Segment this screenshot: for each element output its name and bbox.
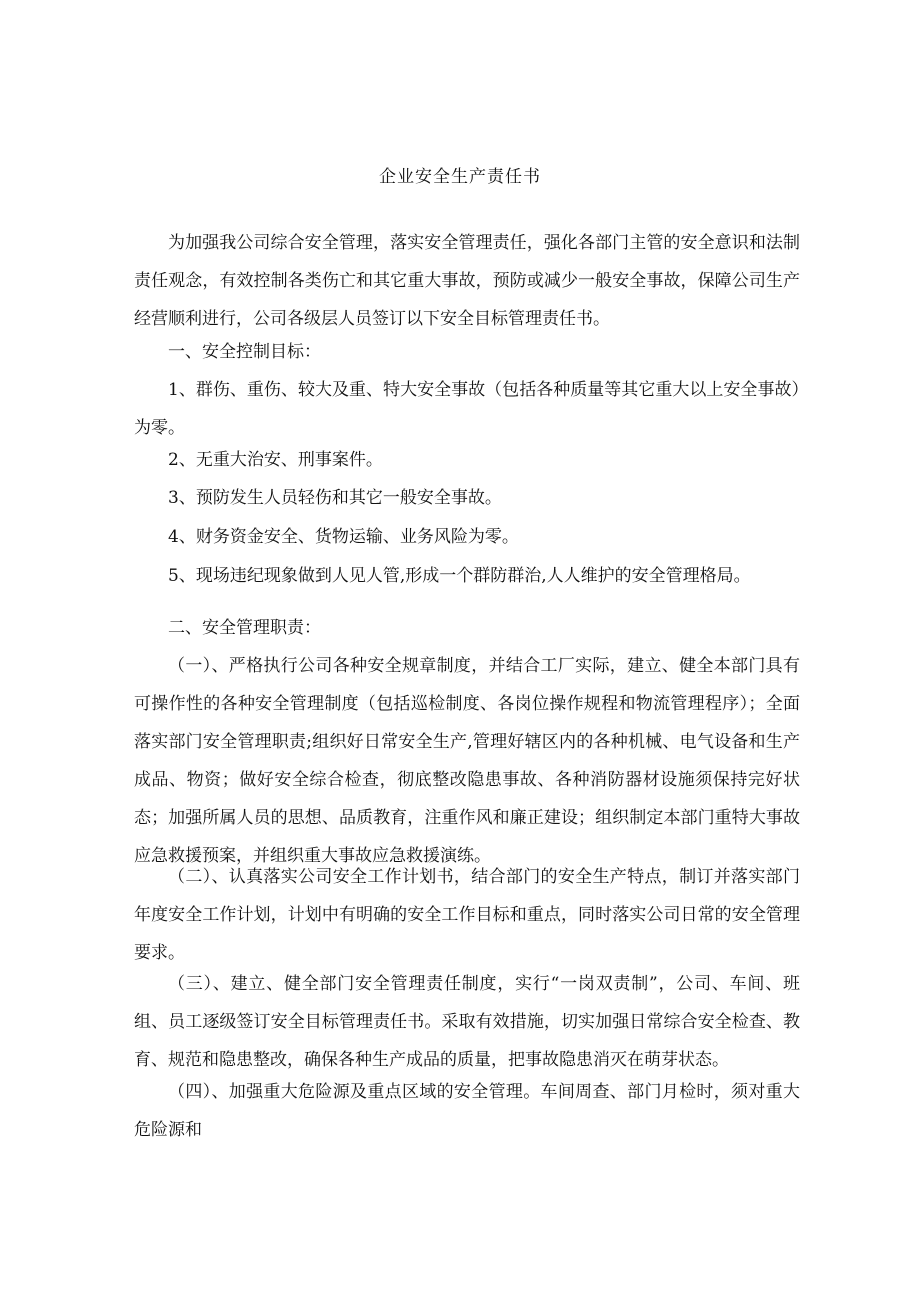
section-1 <box>134 333 800 371</box>
list-item: （二）、认真落实公司安全工作计划书，结合部门的安全生产特点，制订并落实部门年度安全工作计划，计划中有明确的安全工作目标和重点，同时落实公司日常的安全管理要求。 <box>134 867 800 963</box>
list-item: （一）、严格执行公司各种安全规章制度，并结合工厂实际，建立、健全本部门具有可操作性的各种安全管理制度（包括巡检制度、各岗位操作规程和物流管理程序）；全面落实部门安全管理职责;组织好日常安全生产,管理好辖区内的各种机械、电气设备和生产成品、物资；做好安全综合检查，彻底整改隐患事故、各种消防器材设施须保持完好状态；加强所属人员的思想、品质教育，注重作风和廉正建设；组织制定本部门重特大事故应急救援预案，并组织重大事故应急救援演练。 <box>134 656 800 866</box>
intro-block <box>134 224 800 338</box>
section-2-item-4-block <box>134 1073 800 1149</box>
document-title: 企业安全生产责任书 <box>379 167 541 187</box>
list-item: （三）、建立、健全部门安全管理责任制度，实行“一岗双责制”，公司、车间、班组、员工逐级签订安全目标管理责任书。采取有效措施，切实加强日常综合安全检查、教育、规范和隐患整改，确保各种生产成品的质量，把事故隐患消灭在萌芽状态。 <box>134 974 800 1070</box>
section-1-item-1-block <box>134 371 800 447</box>
section-2 <box>134 609 800 647</box>
section-2-heading: 二、安全管理职责： <box>168 618 321 638</box>
section-1-heading: 一、安全控制目标： <box>168 342 321 362</box>
section-2-item-1-block <box>134 647 800 875</box>
list-item: 3、预防发生人员轻伤和其它一般安全事故。 <box>168 488 502 508</box>
section-2-item-2-block <box>134 858 800 972</box>
section-1-item-3-block <box>134 479 800 517</box>
section-1-item-2-block <box>134 441 800 479</box>
list-item: （四）、加强重大危险源及重点区域的安全管理。车间周查、部门月检时，须对重大危险源和 <box>134 1082 800 1140</box>
list-item: 4、财务资金安全、货物运输、业务风险为零。 <box>168 527 519 547</box>
section-2-item-3-block <box>134 965 800 1079</box>
list-item: 5、现场违纪现象做到人见人管,形成一个群防群治,人人维护的安全管理格局。 <box>168 566 751 586</box>
section-1-item-4-block <box>134 518 800 556</box>
list-item: 1、群伤、重伤、较大及重、特大安全事故（包括各种质量等其它重大以上安全事故）为零。 <box>134 380 800 438</box>
intro-paragraph: 为加强我公司综合安全管理，落实安全管理责任，强化各部门主管的安全意识和法制责任观念，有效控制各类伤亡和其它重大事故，预防或减少一般安全事故，保障公司生产经营顺利进行，公司各级层人员签订以下安全目标管理责任书。 <box>134 233 800 329</box>
section-1-item-5-block <box>134 557 800 595</box>
list-item: 2、无重大治安、刑事案件。 <box>168 450 383 470</box>
